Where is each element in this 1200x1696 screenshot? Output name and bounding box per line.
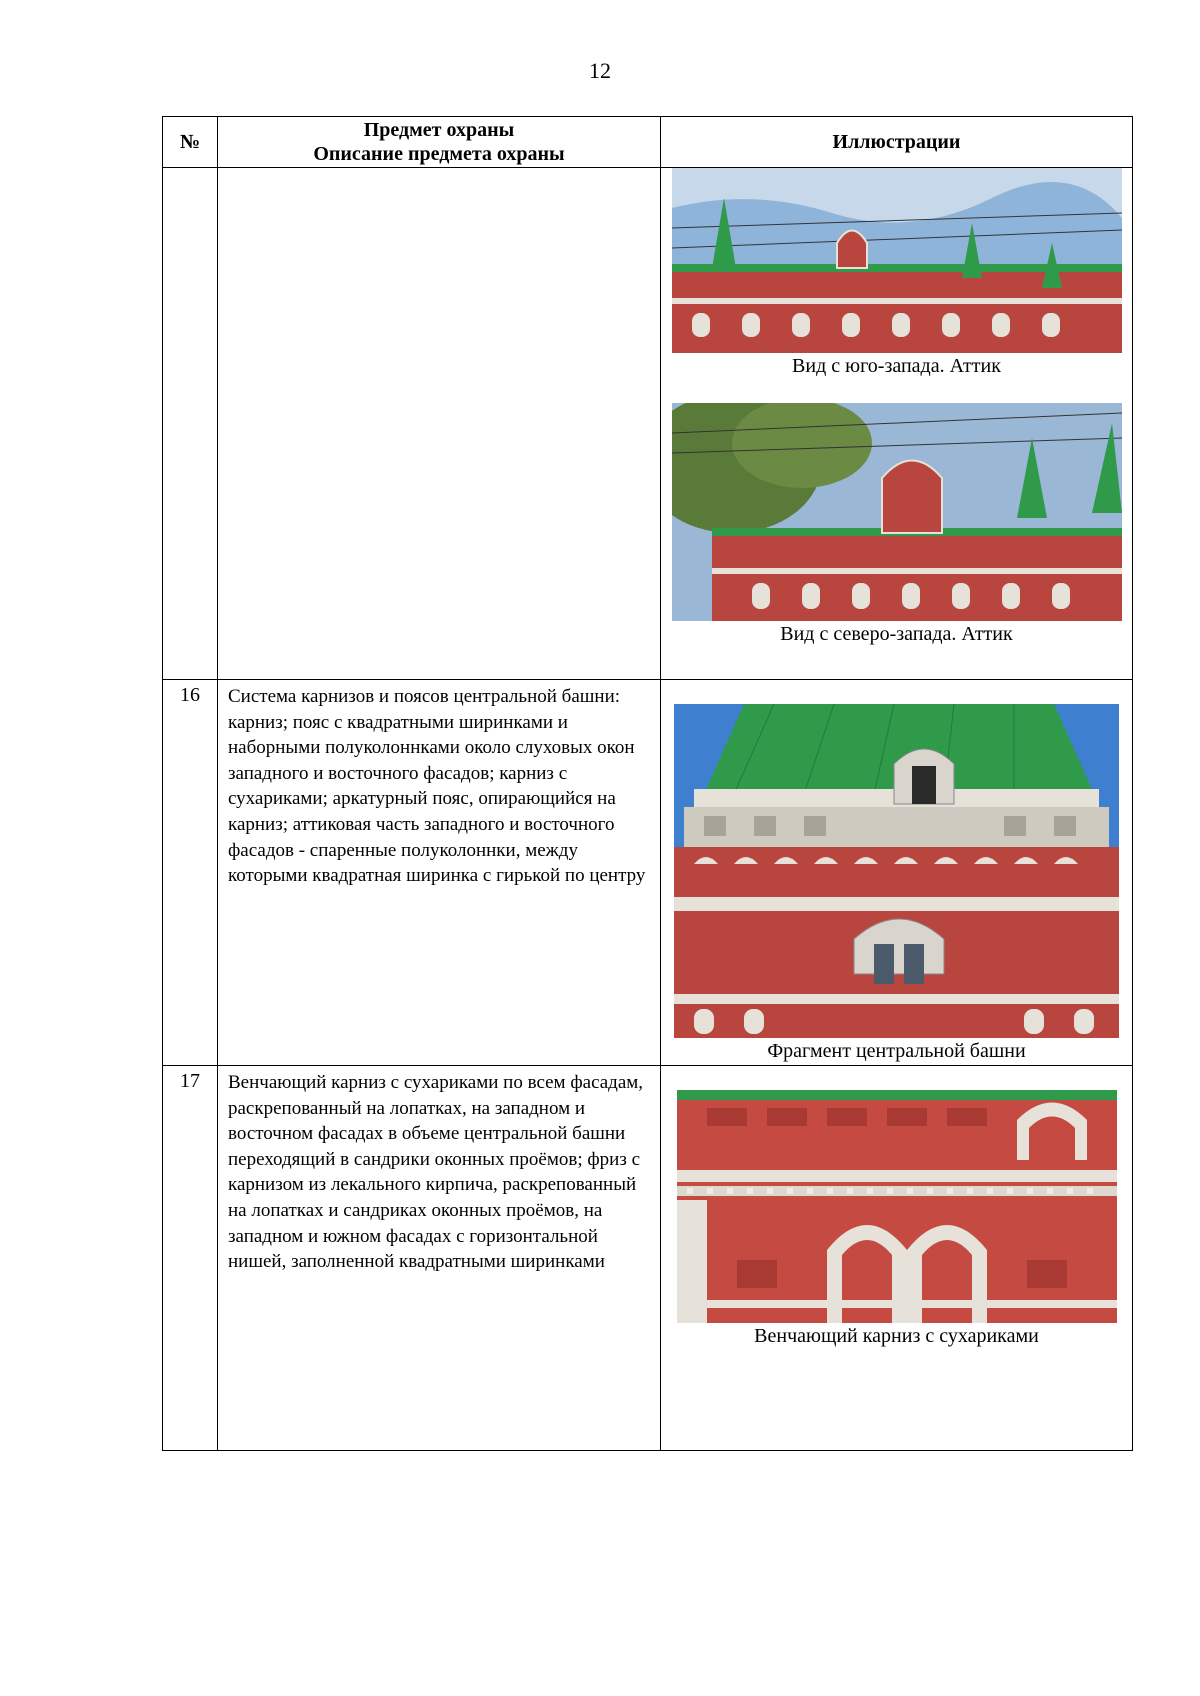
row-number	[163, 168, 218, 680]
header-illustrations: Иллюстрации	[661, 117, 1133, 168]
header-subject	[218, 117, 661, 168]
row-description	[218, 168, 661, 680]
protection-table	[162, 116, 1133, 1451]
header-subject-line2: Описание предмета охраны	[313, 143, 565, 165]
header-subject-line1: Предмет охраны	[363, 119, 515, 141]
page-number: 12	[589, 58, 611, 83]
table-header-row	[163, 117, 1133, 168]
row-illustrations	[661, 168, 1133, 680]
attic-northwest-photo	[672, 403, 1122, 621]
row-number: 17	[163, 1066, 218, 1451]
crowning-cornice-photo	[677, 1090, 1117, 1323]
header-number: №	[163, 117, 218, 168]
central-tower-photo	[674, 704, 1119, 1038]
caption-crowning-cornice: Венчающий карниз с сухариками	[754, 1325, 1039, 1347]
caption-northwest: Вид с северо-запада. Аттик	[780, 623, 1013, 645]
row-illustrations	[661, 680, 1133, 1066]
row-description: Система карнизов и поясов центральной башни: карниз; пояс с квадратными ширинками и наборными полуколоннками около слуховых окон западного и восточного фасадов; карниз с сухариками; аркатурный пояс, опирающийся на карниз; аттиковая часть западного и восточного фасадов - спаренные полуколоннки, между которыми квадратная ширинка с гирькой по центру	[218, 680, 661, 1066]
caption-southwest: Вид с юго-запада. Аттик	[792, 355, 1001, 377]
table-row	[163, 680, 1133, 1066]
table-row	[163, 168, 1133, 680]
caption-central-tower: Фрагмент центральной башни	[767, 1040, 1026, 1062]
row-number: 16	[163, 680, 218, 1066]
row-description: Венчающий карниз с сухариками по всем фасадам, раскрепованный на лопатках, на западном и восточном фасадах в объеме центральной башни переходящий в сандрики оконных проёмов; фриз с карнизом из лекального кирпича, раскрепованный на лопатках и сандриках оконных проёмов, на западном и южном фасадах с горизонтальной нишей, заполненной квадратными ширинками	[218, 1066, 661, 1451]
row-illustrations	[661, 1066, 1133, 1451]
attic-southwest-photo	[672, 168, 1122, 353]
table-row	[163, 1066, 1133, 1451]
